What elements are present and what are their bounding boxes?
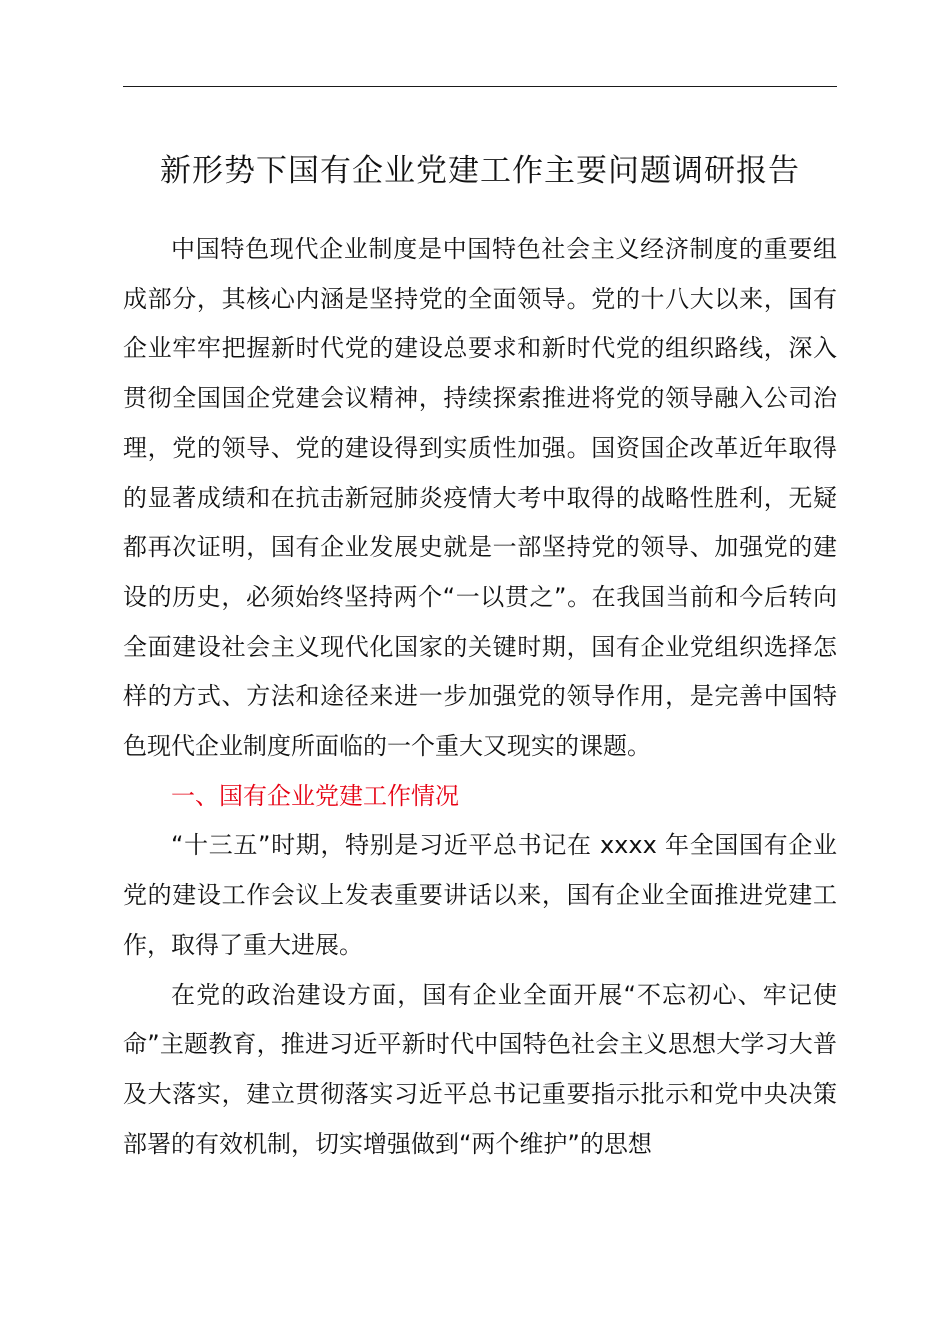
- header-rule: [123, 86, 837, 87]
- document-body: [123, 225, 837, 1169]
- political-building-paragraph: 在党的政治建设方面，国有企业全面开展“不忘初心、牢记使命”主题教育，推进习近平新时代中国特色社会主义思想大学习大普及大落实，建立贯彻落实习近平总书记重要指示批示和党中央决策部署的有效机制，切实增强做到“两个维护”的思想: [123, 980, 837, 1158]
- section-paragraph: “十三五”时期，特别是习近平总书记在 xxxx 年全国国有企业党的建设工作会议上发表重要讲话以来，国有企业全面推进党建工作，取得了重大进展。: [123, 831, 837, 959]
- intro-paragraph: 中国特色现代企业制度是中国特色社会主义经济制度的重要组成部分，其核心内涵是坚持党的全面领导。党的十八大以来，国有企业牢牢把握新时代党的建设总要求和新时代党的组织路线，深入贯彻全国国企党建会议精神，持续探索推进将党的领导融入公司治理，党的领导、党的建设得到实质性加强。国资国企改革近年取得的显著成绩和在抗击新冠肺炎疫情大考中取得的战略性胜利，无疑都再次证明，国有企业发展史就是一部坚持党的领导、加强党的建设的历史，必须始终坚持两个“一以贯之”。在我国当前和今后转向全面建设社会主义现代化国家的关键时期，国有企业党组织选择怎样的方式、方法和途径来进一步加强党的领导作用，是完善中国特色现代企业制度所面临的一个重大又现实的课题。: [123, 235, 837, 761]
- document-title: 新形势下国有企业党建工作主要问题调研报告: [160, 153, 800, 189]
- section-heading: 一、国有企业党建工作情况: [171, 781, 459, 810]
